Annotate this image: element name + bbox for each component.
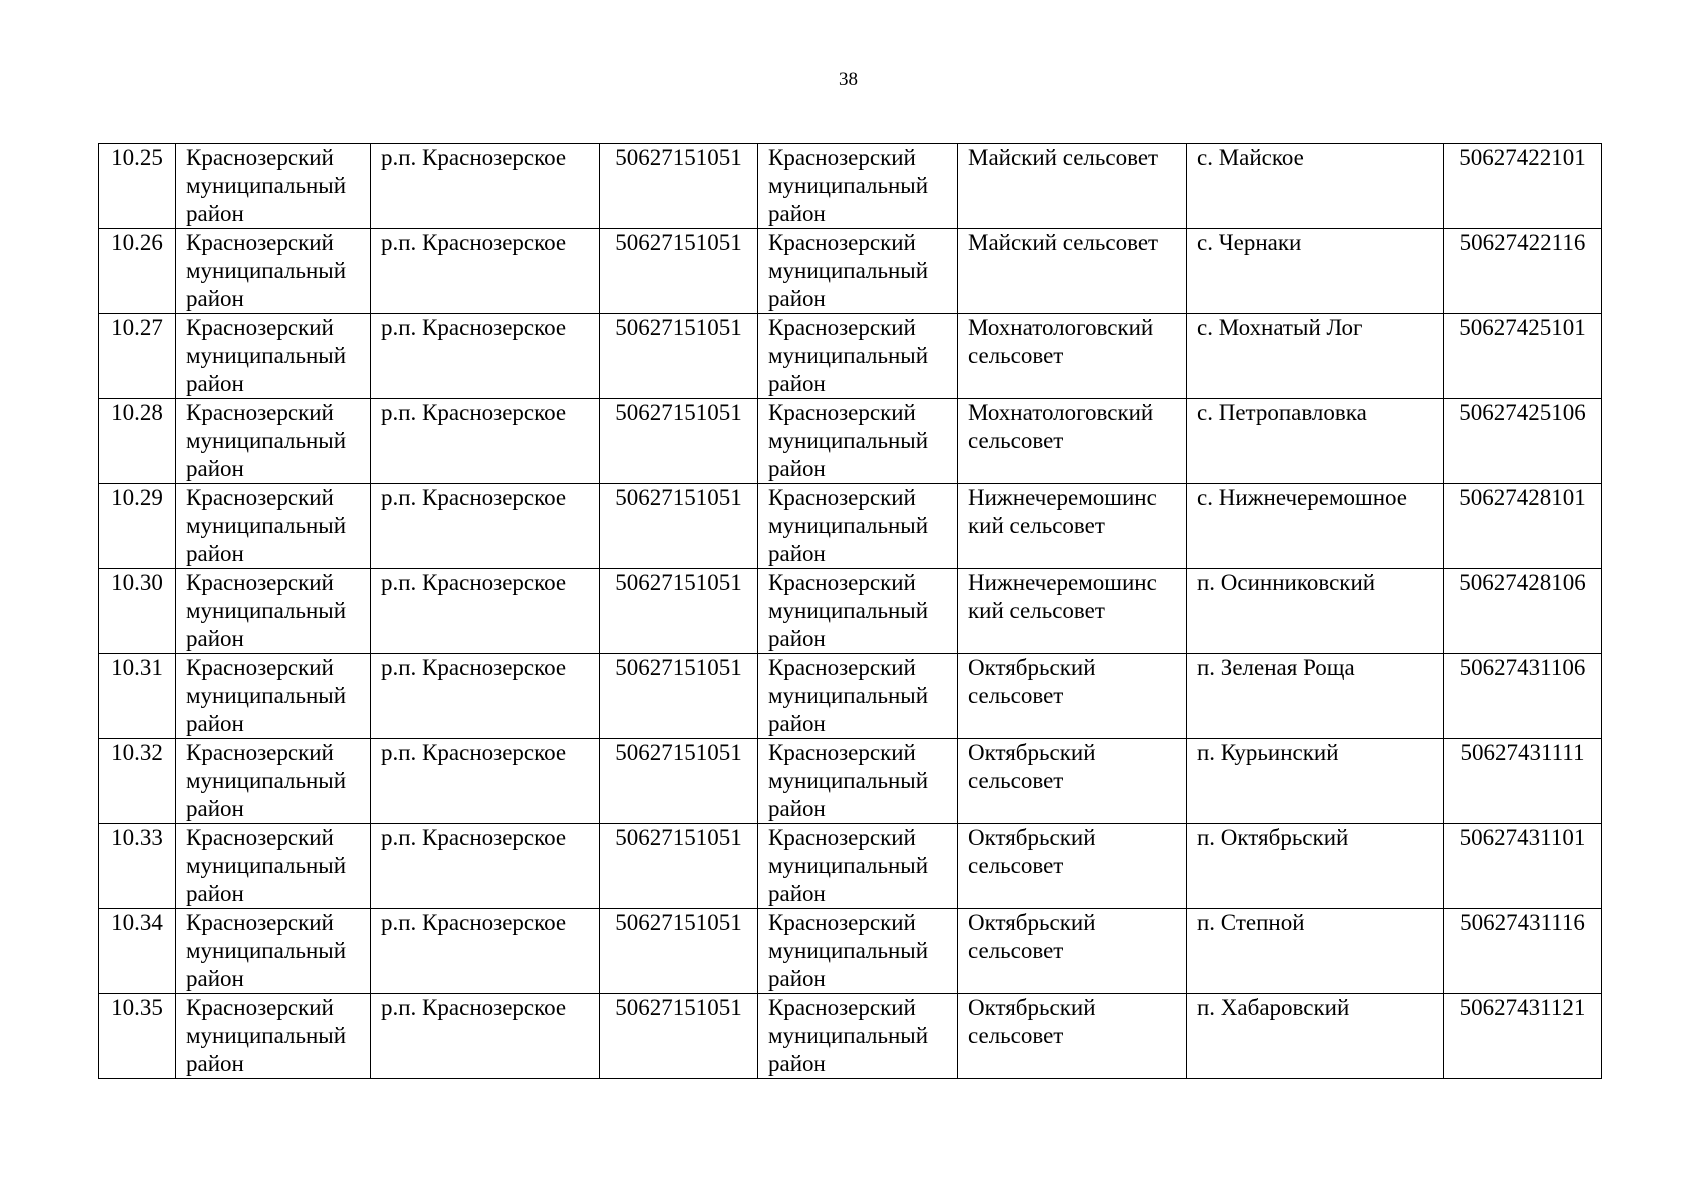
table-row [99,399,1602,484]
settlement-code-cell: 50627425101 [1444,314,1602,399]
table-row [99,994,1602,1079]
settlement-cell: с. Мохнатый Лог [1187,314,1444,399]
settlement-code-cell: 50627422101 [1444,144,1602,229]
settlement-code-cell: 50627428101 [1444,484,1602,569]
center-cell: р.п. Краснозерское [371,909,600,994]
district2-cell: Краснозерский муниципальный район [758,144,958,229]
district2-cell: Краснозерский муниципальный район [758,909,958,994]
row-number: 10.30 [99,569,176,654]
row-number: 10.33 [99,824,176,909]
center-cell: р.п. Краснозерское [371,824,600,909]
table-row [99,909,1602,994]
center-cell: р.п. Краснозерское [371,314,600,399]
council-cell: Нижнечеремошинс кий сельсовет [958,484,1187,569]
row-number: 10.25 [99,144,176,229]
council-cell: Нижнечеремошинс кий сельсовет [958,569,1187,654]
settlement-cell: с. Петропавловка [1187,399,1444,484]
row-number: 10.35 [99,994,176,1079]
district-cell: Краснозерский муниципальный район [176,314,371,399]
center-code-cell: 50627151051 [600,994,758,1079]
table-row [99,824,1602,909]
district-cell: Краснозерский муниципальный район [176,229,371,314]
row-number: 10.27 [99,314,176,399]
center-cell: р.п. Краснозерское [371,739,600,824]
settlement-code-cell: 50627431101 [1444,824,1602,909]
settlement-table [98,143,1602,1079]
district-cell: Краснозерский муниципальный район [176,739,371,824]
center-cell: р.п. Краснозерское [371,484,600,569]
center-code-cell: 50627151051 [600,654,758,739]
table-row [99,484,1602,569]
center-code-cell: 50627151051 [600,399,758,484]
center-cell: р.п. Краснозерское [371,654,600,739]
row-number: 10.31 [99,654,176,739]
row-number: 10.34 [99,909,176,994]
council-cell: Майский сельсовет [958,229,1187,314]
district2-cell: Краснозерский муниципальный район [758,994,958,1079]
settlement-code-cell: 50627425106 [1444,399,1602,484]
center-code-cell: 50627151051 [600,229,758,314]
center-cell: р.п. Краснозерское [371,399,600,484]
district2-cell: Краснозерский муниципальный район [758,654,958,739]
row-number: 10.28 [99,399,176,484]
council-cell: Октябрьский сельсовет [958,739,1187,824]
district-cell: Краснозерский муниципальный район [176,144,371,229]
council-cell: Мохнатологовский сельсовет [958,399,1187,484]
table-row [99,569,1602,654]
settlement-code-cell: 50627431121 [1444,994,1602,1079]
settlement-code-cell: 50627422116 [1444,229,1602,314]
district-cell: Краснозерский муниципальный район [176,909,371,994]
district-cell: Краснозерский муниципальный район [176,994,371,1079]
settlement-cell: с. Майское [1187,144,1444,229]
center-cell: р.п. Краснозерское [371,144,600,229]
settlement-code-cell: 50627431116 [1444,909,1602,994]
council-cell: Октябрьский сельсовет [958,994,1187,1079]
settlement-cell: с. Чернаки [1187,229,1444,314]
row-number: 10.29 [99,484,176,569]
council-cell: Майский сельсовет [958,144,1187,229]
council-cell: Октябрьский сельсовет [958,654,1187,739]
district-cell: Краснозерский муниципальный район [176,484,371,569]
center-code-cell: 50627151051 [600,484,758,569]
settlement-code-cell: 50627428106 [1444,569,1602,654]
page-number: 38 [839,69,858,90]
center-code-cell: 50627151051 [600,569,758,654]
table-row [99,739,1602,824]
settlement-code-cell: 50627431111 [1444,739,1602,824]
table-row [99,229,1602,314]
district2-cell: Краснозерский муниципальный район [758,739,958,824]
center-code-cell: 50627151051 [600,909,758,994]
center-cell: р.п. Краснозерское [371,569,600,654]
center-code-cell: 50627151051 [600,314,758,399]
table-row [99,144,1602,229]
center-cell: р.п. Краснозерское [371,994,600,1079]
row-number: 10.32 [99,739,176,824]
district2-cell: Краснозерский муниципальный район [758,314,958,399]
center-code-cell: 50627151051 [600,739,758,824]
district2-cell: Краснозерский муниципальный район [758,484,958,569]
district2-cell: Краснозерский муниципальный район [758,569,958,654]
district-cell: Краснозерский муниципальный район [176,399,371,484]
center-code-cell: 50627151051 [600,144,758,229]
settlement-code-cell: 50627431106 [1444,654,1602,739]
council-cell: Октябрьский сельсовет [958,909,1187,994]
settlement-cell: с. Нижнечеремошное [1187,484,1444,569]
district2-cell: Краснозерский муниципальный район [758,229,958,314]
table-row [99,314,1602,399]
district2-cell: Краснозерский муниципальный район [758,824,958,909]
council-cell: Октябрьский сельсовет [958,824,1187,909]
settlement-cell: п. Зеленая Роща [1187,654,1444,739]
settlement-cell: п. Октябрьский [1187,824,1444,909]
council-cell: Мохнатологовский сельсовет [958,314,1187,399]
settlement-cell: п. Курьинский [1187,739,1444,824]
district-cell: Краснозерский муниципальный район [176,654,371,739]
district2-cell: Краснозерский муниципальный район [758,399,958,484]
table-row [99,654,1602,739]
settlement-cell: п. Осинниковский [1187,569,1444,654]
settlement-cell: п. Степной [1187,909,1444,994]
row-number: 10.26 [99,229,176,314]
center-cell: р.п. Краснозерское [371,229,600,314]
center-code-cell: 50627151051 [600,824,758,909]
table-body [99,144,1602,1079]
settlement-cell: п. Хабаровский [1187,994,1444,1079]
district-cell: Краснозерский муниципальный район [176,824,371,909]
district-cell: Краснозерский муниципальный район [176,569,371,654]
